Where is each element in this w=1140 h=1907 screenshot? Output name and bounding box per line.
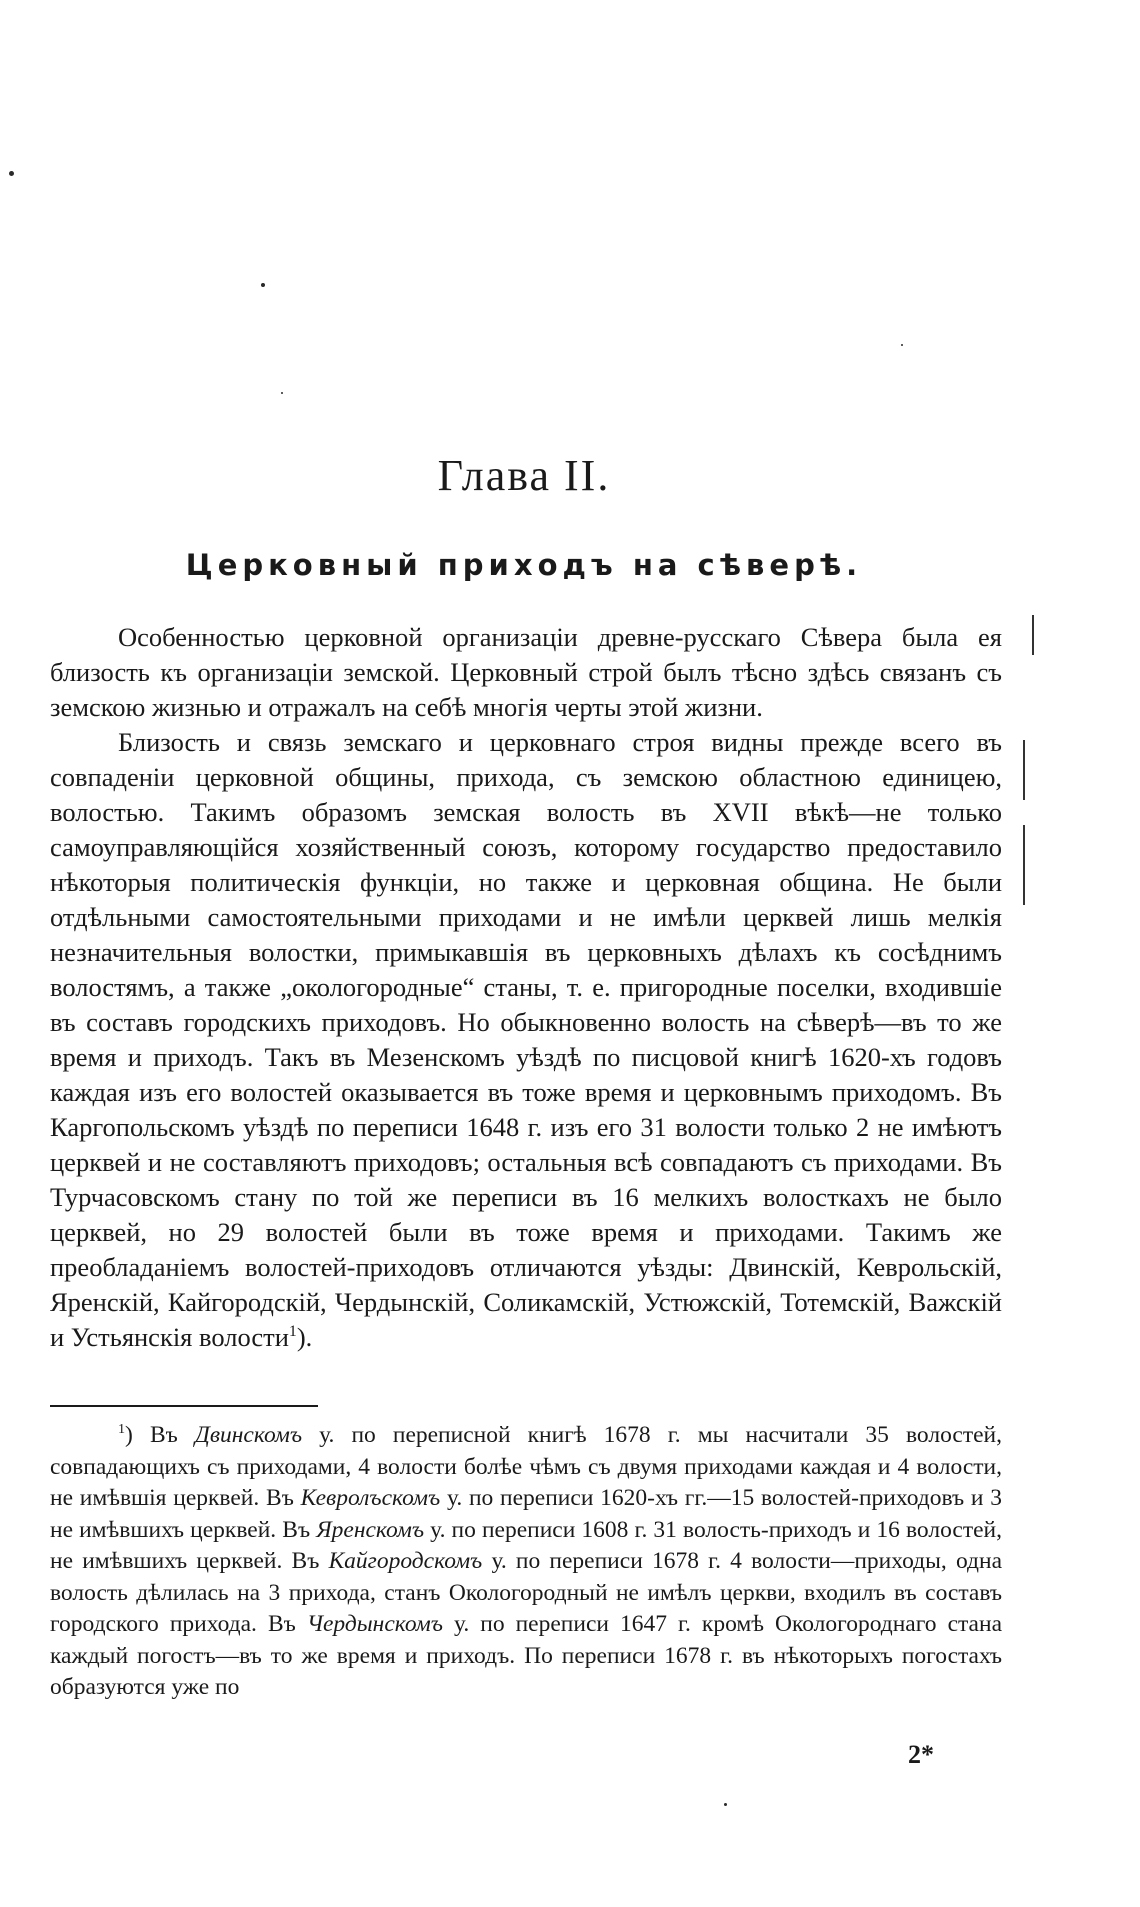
chapter-title: Глава II. (437, 451, 611, 500)
scan-speck (724, 1803, 727, 1806)
footnote-text: ) Въ (125, 1422, 195, 1448)
footnote-text: у. по переписи 1678 г. 4 волости—приходы, одна волость дѣлилась на 3 прихода, станъ Окологородный не имѣлъ церкви, входилъ въ составъ городского прихода. Въ (50, 1548, 1003, 1637)
body-text (50, 620, 1002, 1355)
paragraph (50, 725, 1002, 1355)
footnote-text: у. по переписной книгѣ 1678 г. мы насчитали 35 волостей, совпадающихъ съ приходами, 4 волости болѣе чѣмъ съ двумя приходами каждая и 4 волости, не имѣвшiя церквей. Въ (50, 1422, 1003, 1511)
paragraph: Особенностью церковной организацiи древне-русскаго Сѣвера была ея близость къ организацiи земской. Церковный строй былъ тѣсно здѣсь связанъ съ земскою жизнью и отражалъ на себѣ многiя черты этой жизни. (50, 622, 1002, 722)
margin-mark (1032, 615, 1034, 655)
scan-speck (901, 344, 903, 346)
footnote-place-name: Двинскомъ (194, 1422, 303, 1448)
scan-speck (281, 392, 283, 394)
footnote-text: у. по переписи 1608 г. 31 волость-приходъ и 16 волостей, не имѣвшихъ церквей. Въ (50, 1516, 1003, 1574)
footnote-place-name: Кевролъскомъ (300, 1485, 441, 1511)
margin-mark (1023, 825, 1025, 905)
margin-mark (1023, 740, 1025, 800)
footnote-text: у. по переписи 1620-хъ гг.—15 волостей-приходовъ и 3 не имѣвшихъ церквей. Въ (50, 1485, 1002, 1543)
scan-speck (261, 283, 265, 287)
footnote-reference[interactable]: 1 (288, 1323, 297, 1341)
footnote-marker: 1 (118, 1421, 126, 1438)
footnote (50, 1420, 1002, 1704)
footnote-place-name: Чердынскомъ (306, 1611, 443, 1637)
footnote-place-name: Кайгородскомъ (328, 1548, 483, 1574)
page-signature: 2* (908, 1740, 934, 1769)
footnote-place-name: Яренскомъ (316, 1516, 425, 1543)
footnote-text: у. по переписи 1647 г. кромѣ Окологороднаго стана каждый погостъ—въ то же время и приходъ. По переписи 1678 г. въ нѣкоторыхъ погостахъ образуются уже по (50, 1611, 1002, 1700)
paragraph-text: Близость и связь земскаго и церковнаго строя видны прежде всего въ совпаденiи церковной общины, прихода, съ земскою областною единицею, волостью. Такимъ образомъ земская волость въ XVII вѣкѣ—не только самоуправляющiйся хозяйственный союзъ, которому государство предоставило нѣкоторыя политическiя функцiи, но также и церковная община. Не были отдѣльными самостоятельными приходами и не имѣли церквей лишь мелкiя незначительныя волостки, примыкавшiя въ церковныхъ дѣлахъ къ сосѣднимъ волостямъ, а также „окологородные“ станы, т. е. пригородные поселки, входившiе въ составъ городскихъ приходовъ. Но обыкновенно волость на сѣверѣ—въ то же время и приходъ. Такъ въ Мезенскомъ уѣздѣ по писцовой книгѣ 1620-хъ годовъ каждая изъ его волостей оказывается въ тоже время и церковнымъ приходомъ. Въ Каргопольскомъ уѣздѣ по переписи 1648 г. изъ его 31 волости только 2 не имѣютъ церквей и не составляютъ приходовъ; остальныя всѣ совпадаютъ съ приходами. Въ Турчасовскомъ стану по той же переписи въ 16 мелкихъ волосткахъ не было церквей, но 29 волостей были въ тоже время и приходами. Такимъ же преобладанiемъ волостей-приходовъ отличаются уѣзды: Двинскiй, Кеврольскiй, Яренскiй, Кайгородскiй, Чердынскiй, Соликамскiй, Устюжскiй, Тотемскiй, Важскiй и Устьянскiя волости (50, 727, 1002, 1352)
footnote-divider (50, 1405, 318, 1407)
chapter-subtitle: Церковный приходъ на сѣверѣ. (185, 548, 863, 582)
scan-speck (9, 171, 14, 176)
paragraph-end: ). (296, 1322, 313, 1352)
